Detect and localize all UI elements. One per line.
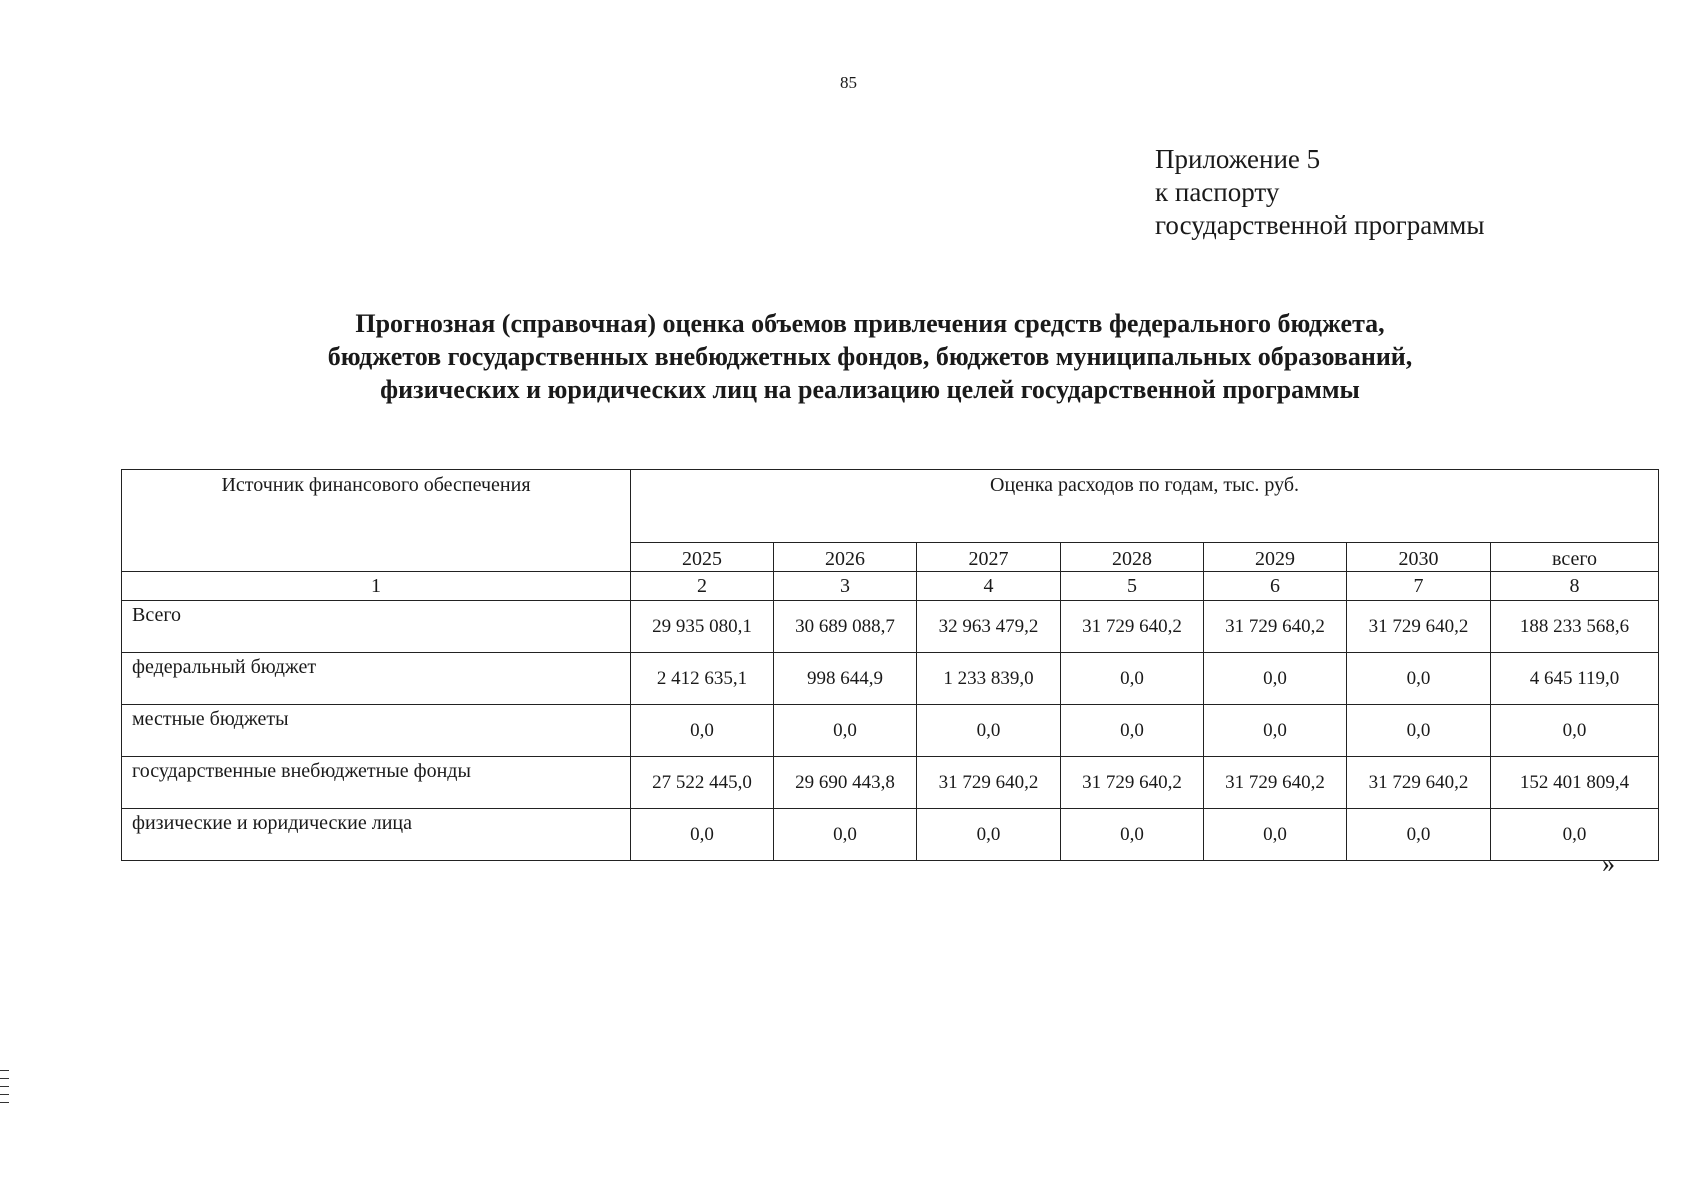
column-number: 3 — [774, 572, 917, 601]
table-cell: 0,0 — [1204, 653, 1347, 705]
table-row-local — [122, 705, 1659, 757]
table-cell: 31 729 640,2 — [1204, 601, 1347, 653]
table-row-funds — [122, 757, 1659, 809]
table-cell: 0,0 — [774, 705, 917, 757]
table-cell: 0,0 — [917, 809, 1061, 861]
appendix-line: государственной программы — [1155, 210, 1485, 240]
title-line: бюджетов государственных внебюджетных фондов, бюджетов муниципальных образований, — [327, 342, 1413, 371]
table-cell: 0,0 — [1347, 653, 1491, 705]
table-cell: 31 729 640,2 — [1347, 601, 1491, 653]
column-number: 4 — [917, 572, 1061, 601]
table-cell: 0,0 — [631, 809, 774, 861]
column-number: 1 — [122, 572, 631, 601]
table-cell: 31 729 640,2 — [1204, 757, 1347, 809]
table-cell: 29 935 080,1 — [631, 601, 774, 653]
year-header: 2030 — [1347, 543, 1491, 572]
expenses-group-header: Оценка расходов по годам, тыс. руб. — [631, 470, 1659, 543]
column-number: 7 — [1347, 572, 1491, 601]
appendix-line: Приложение 5 — [1155, 144, 1321, 174]
table-cell: 30 689 088,7 — [774, 601, 917, 653]
table-cell: 0,0 — [917, 705, 1061, 757]
row-label: местные бюджеты — [122, 705, 631, 757]
row-label: физические и юридические лица — [122, 809, 631, 861]
table-cell: 2 412 635,1 — [631, 653, 774, 705]
table-row-total — [122, 601, 1659, 653]
margin-tick — [0, 1086, 9, 1087]
year-header: 2025 — [631, 543, 774, 572]
margin-tick — [0, 1078, 9, 1079]
table-cell-total: 152 401 809,4 — [1491, 757, 1659, 809]
table-cell-total: 4 645 119,0 — [1491, 653, 1659, 705]
table-cell: 0,0 — [1347, 809, 1491, 861]
table-cell-total: 0,0 — [1491, 705, 1659, 757]
source-header: Источник финансового обеспечения — [122, 470, 631, 572]
appendix-note — [1155, 143, 1485, 242]
margin-tick — [0, 1094, 9, 1095]
table-cell: 29 690 443,8 — [774, 757, 917, 809]
table-cell-total: 188 233 568,6 — [1491, 601, 1659, 653]
table-cell: 0,0 — [774, 809, 917, 861]
margin-tick — [0, 1070, 9, 1071]
year-header: 2027 — [917, 543, 1061, 572]
page-number: 85 — [840, 73, 857, 92]
budget-table — [121, 469, 1659, 861]
table-cell: 31 729 640,2 — [1061, 601, 1204, 653]
year-header: 2028 — [1061, 543, 1204, 572]
year-header: 2026 — [774, 543, 917, 572]
table-cell: 0,0 — [1061, 653, 1204, 705]
table-row-federal — [122, 653, 1659, 705]
table-cell: 31 729 640,2 — [1061, 757, 1204, 809]
closing-quote: » — [1602, 849, 1615, 878]
table-cell: 32 963 479,2 — [917, 601, 1061, 653]
table-cell: 27 522 445,0 — [631, 757, 774, 809]
table-cell: 0,0 — [1061, 809, 1204, 861]
row-label: государственные внебюджетные фонды — [122, 757, 631, 809]
table-cell: 31 729 640,2 — [1347, 757, 1491, 809]
margin-tick — [0, 1102, 9, 1103]
column-number: 8 — [1491, 572, 1659, 601]
year-header: 2029 — [1204, 543, 1347, 572]
table-row-persons — [122, 809, 1659, 861]
title-line: физических и юридических лиц на реализацию целей государственной программы — [380, 375, 1360, 404]
table-cell: 0,0 — [1061, 705, 1204, 757]
table-cell: 1 233 839,0 — [917, 653, 1061, 705]
title-line: Прогнозная (справочная) оценка объемов привлечения средств федерального бюджета, — [355, 309, 1385, 338]
column-number: 2 — [631, 572, 774, 601]
table-cell: 0,0 — [1204, 705, 1347, 757]
table-cell: 31 729 640,2 — [917, 757, 1061, 809]
table-cell: 998 644,9 — [774, 653, 917, 705]
document-title — [60, 307, 1680, 406]
row-label: Всего — [122, 601, 631, 653]
total-header: всего — [1491, 543, 1659, 572]
column-number: 6 — [1204, 572, 1347, 601]
row-label: федеральный бюджет — [122, 653, 631, 705]
table-cell: 0,0 — [1204, 809, 1347, 861]
column-number-row — [122, 572, 1659, 601]
table-cell: 0,0 — [1347, 705, 1491, 757]
table-cell: 0,0 — [631, 705, 774, 757]
appendix-line: к паспорту — [1155, 177, 1280, 207]
column-number: 5 — [1061, 572, 1204, 601]
table-cell-total: 0,0 — [1491, 809, 1659, 861]
